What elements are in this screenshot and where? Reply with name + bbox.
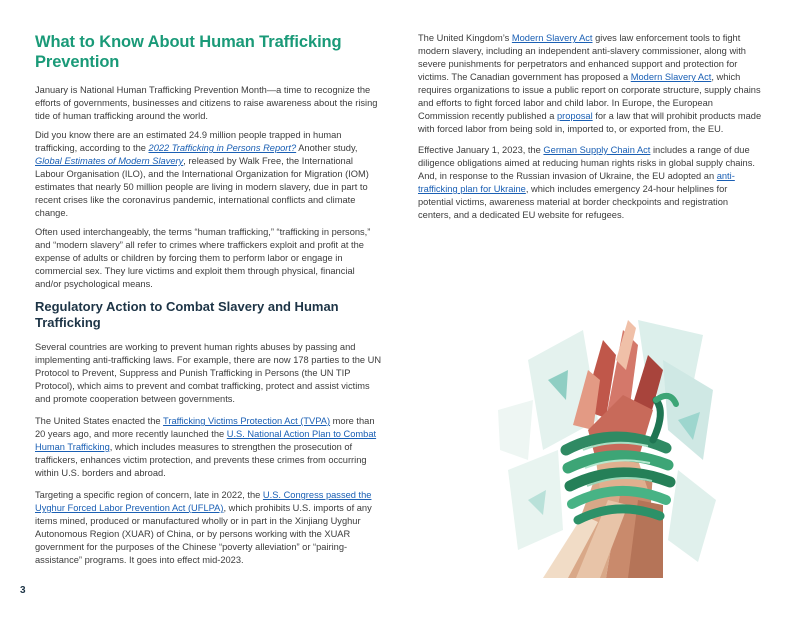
left-column bbox=[35, 32, 383, 573]
bound-hands-rope-icon bbox=[488, 300, 720, 578]
national-action-plan-link[interactable]: U.S. National Action Plan to Combat Human Trafficking bbox=[35, 429, 377, 452]
countries-paragraph: Several countries are working to prevent human rights abuses by passing and implementing anti-trafficking laws. For example, there are now 178 parties to the UN Protocol to Prevent, Suppress and Punish Trafficking in Persons (the UN TIP Protocol), which aims to prevent and combat trafficking, protect and assist victims and promote cooperation between governments. bbox=[35, 342, 382, 404]
global-estimates-link[interactable]: Global Estimates of Modern Slavery bbox=[35, 156, 184, 166]
right-column bbox=[418, 32, 762, 230]
intro-paragraph: January is National Human Trafficking Prevention Month—a time to recognize the efforts of governments, businesses and citizens to raise awareness about the rising tide of human trafficking around the world. bbox=[35, 85, 378, 121]
ukraine-plan-link[interactable]: anti-trafficking plan for Ukraine bbox=[418, 171, 735, 194]
uk-canada-eu-paragraph: The United Kingdom’s Modern Slavery Act gives law enforcement tools to fight modern slavery, including an independent anti-slavery commissioner, along with severe punishments for perpetrators and enhanced support and protection for victims. The Canadian government has proposed a Modern Slavery Act, which requires organizations to issue a public report on corporate structure, supply chains and efforts to fight forced labor and child labor. In Europe, the European Commission recently published a proposal for a law that will prohibit products made with forced labor from being sold in, imported to, or exported from, the EU. bbox=[418, 33, 762, 134]
eu-proposal-link[interactable]: proposal bbox=[557, 111, 593, 121]
canada-modern-slavery-act-link[interactable]: Modern Slavery Act bbox=[630, 72, 712, 82]
united-states-paragraph: The United States enacted the Trafficking Victims Protection Act (TVPA) more than 20 years ago, and more recently launched the U.S. National Action Plan to Combat Human Trafficking, which includes measures to strengthen the prosecution of traffickers, enhances victim protection, and prevents these crimes from occurring within U.S. borders and abroad. bbox=[35, 416, 377, 478]
tvpa-link[interactable]: Trafficking Victims Protection Act (TVPA) bbox=[163, 416, 331, 426]
german-supply-chain-act-link[interactable]: German Supply Chain Act bbox=[543, 145, 651, 155]
germany-ukraine-paragraph: Effective January 1, 2023, the German Supply Chain Act includes a range of due diligence obligations aimed at reducing human rights risks in global supply chains. And, in response to the Russian invasion of Ukraine, the EU adopted an anti-trafficking plan for Ukraine, which includes emergency 24-hour helplines for potential victims, awareness material at border checkpoints and registration centers, and a dedicated EU website for refugees. bbox=[418, 145, 755, 220]
uflpa-paragraph: Targeting a specific region of concern, late in 2022, the U.S. Congress passed the Uyghur Forced Labor Prevention Act (UFLPA), which prohibits U.S. imports of any items mined, produced or manufactured wholly or in part in the Xinjiang Uyghur Autonomous Region (XUAR) of China, or by persons working with the XUAR government for the purposes of the Chinese “poverty alleviation” or “pairing-assistance” programs. It goes into effect mid-2023. bbox=[35, 490, 372, 565]
page-number: 3 bbox=[20, 585, 26, 596]
statistics-paragraph: Did you know there are an estimated 24.9 million people trapped in human trafficking, according to the 2022 Trafficking in Persons Report? Another study, Global Estimates of Modern Slavery, released by Walk Free, the International Labour Organisation (ILO), and the International Organization for Migration (IOM) estimates that nearly 50 million people are living in modern slavery, due in part to recent crises like the coronavirus pandemic, international conflicts and climate change. bbox=[35, 130, 369, 218]
uflpa-link[interactable]: U.S. Congress passed the Uyghur Forced Labor Prevention Act (UFLPA) bbox=[35, 490, 372, 513]
uk-modern-slavery-act-link[interactable]: Modern Slavery Act bbox=[511, 33, 593, 43]
tip-report-link[interactable]: 2022 Trafficking in Persons Report? bbox=[148, 143, 297, 153]
section-subtitle: Regulatory Action to Combat Slavery and Human Trafficking bbox=[35, 299, 339, 330]
page-title: What to Know About Human Trafficking Prevention bbox=[35, 33, 342, 71]
definitions-paragraph: Often used interchangeably, the terms “human trafficking,” “trafficking in persons,” and “modern slavery” all refer to crimes where traffickers exploit and profit at the expense of adults or children by forcing them to perform labor or engage in commercial sex. They lure victims and exploit them through physical, financial and/or psychological means. bbox=[35, 227, 371, 289]
